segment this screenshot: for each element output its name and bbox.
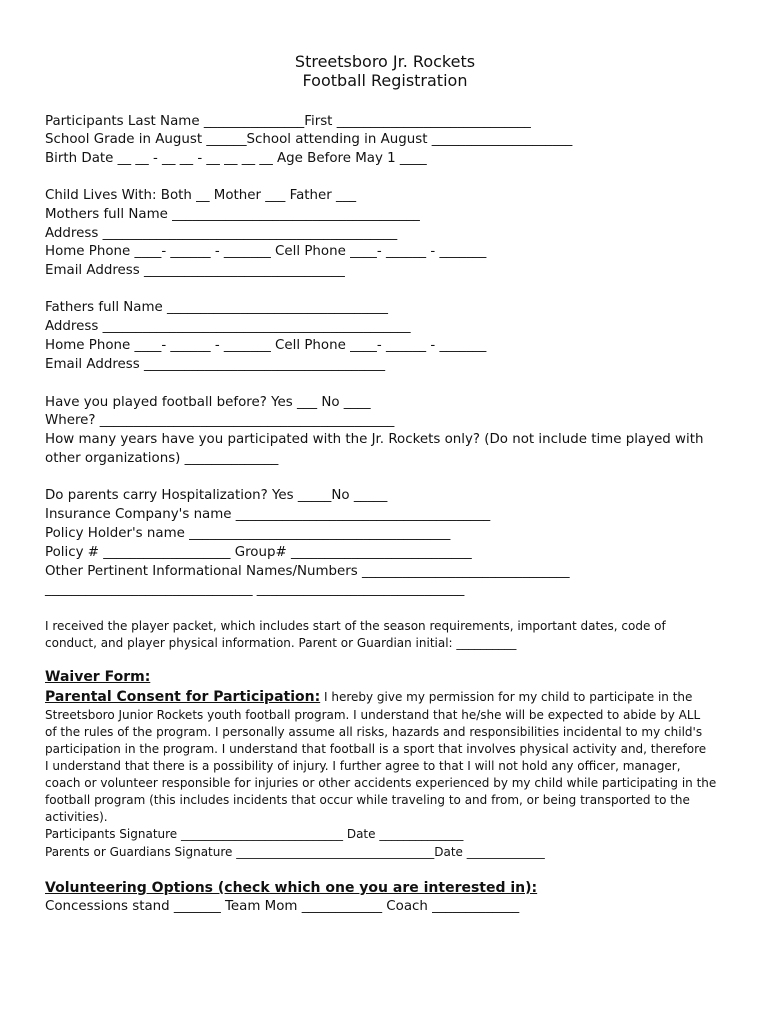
insurance-company-field[interactable]: Insurance Company's name ______________________________________ <box>45 507 491 522</box>
father-name-field[interactable]: Fathers full Name _________________________________ <box>45 300 388 315</box>
lives-with-field[interactable]: Child Lives With: Both __ Mother ___ Father ___ <box>45 188 357 203</box>
policy-holder-field[interactable]: Policy Holder's name _______________________________________ <box>45 526 451 541</box>
waiver-line: coach or volunteer responsible for injuries or other accidents experienced by my child while participating in the <box>45 776 717 790</box>
consent-label: Parental Consent for Participation: <box>45 689 321 705</box>
waiver-line: activities). <box>45 810 108 824</box>
volunteer-heading: Volunteering Options (check which one you are interested in): <box>45 880 538 896</box>
parent-signature-field[interactable]: Parents or Guardians Signature _________________________________Date _____________ <box>45 845 545 859</box>
mother-name-field[interactable]: Mothers full Name _____________________________________ <box>45 207 420 222</box>
years-question: How many years have you participated with the Jr. Rockets only? (Do not include time played with <box>45 432 704 447</box>
played-before-field[interactable]: Have you played football before? Yes ___ No ____ <box>45 395 371 410</box>
policy-group-field[interactable]: Policy # ___________________ Group# ___________________________ <box>45 545 472 560</box>
birth-date-field[interactable]: Birth Date __ __ - __ __ - __ __ __ __ Age Before May 1 ____ <box>45 151 427 166</box>
consent-paragraph <box>45 689 692 705</box>
form-subtitle: Football Registration <box>302 71 468 90</box>
mother-phone-field[interactable]: Home Phone ____- ______ - _______ Cell Phone ____- ______ - _______ <box>45 244 487 259</box>
mother-address-field[interactable]: Address ____________________________________________ <box>45 226 398 241</box>
packet-text: I received the player packet, which includes start of the season requirements, important dates, code of <box>45 619 666 633</box>
father-email-field[interactable]: Email Address ____________________________________ <box>45 357 386 372</box>
waiver-line: I understand that there is a possibility of injury. I further agree to that I will not hold any officer, manager, <box>45 759 681 773</box>
participant-signature-field[interactable]: Participants Signature ___________________________ Date ______________ <box>45 827 464 841</box>
waiver-line: participation in the program. I understand that football is a sport that involves physical activity and, therefore <box>45 742 707 756</box>
school-grade-field[interactable]: School Grade in August ______School attending in August _____________________ <box>45 132 573 147</box>
waiver-line: football program (this includes incidents that occur while traveling to and from, or being transported to the <box>45 793 690 807</box>
waiver-line: of the rules of the program. I personally assume all risks, hazards and responsibilities incidental to my child's <box>45 725 703 739</box>
years-field[interactable]: other organizations) ______________ <box>45 451 279 466</box>
mother-email-field[interactable]: Email Address ______________________________ <box>45 263 345 278</box>
father-phone-field[interactable]: Home Phone ____- ______ - _______ Cell Phone ____- ______ - _______ <box>45 338 487 353</box>
volunteer-options-field[interactable]: Concessions stand _______ Team Mom ____________ Coach _____________ <box>45 899 520 914</box>
father-address-field[interactable]: Address ______________________________________________ <box>45 319 411 334</box>
other-info-field[interactable]: Other Pertinent Informational Names/Numbers _______________________________ <box>45 564 570 579</box>
consent-text: I hereby give my permission for my child to participate in the <box>320 690 693 704</box>
form-title: Streetsboro Jr. Rockets <box>294 52 476 71</box>
participant-name-field[interactable]: Participants Last Name _______________First _____________________________ <box>45 114 531 129</box>
hospitalization-field[interactable]: Do parents carry Hospitalization? Yes _____No _____ <box>45 488 388 503</box>
other-info-continuation[interactable]: _______________________________ _______________________________ <box>45 582 465 597</box>
where-field[interactable]: Where? ____________________________________________ <box>45 413 395 428</box>
packet-initial-field[interactable]: conduct, and player physical information. Parent or Guardian initial: __________ <box>45 636 517 650</box>
waiver-line: Streetsboro Junior Rockets youth football program. I understand that he/she will be expected to abide by ALL <box>45 708 701 722</box>
waiver-heading: Waiver Form: <box>45 669 151 685</box>
